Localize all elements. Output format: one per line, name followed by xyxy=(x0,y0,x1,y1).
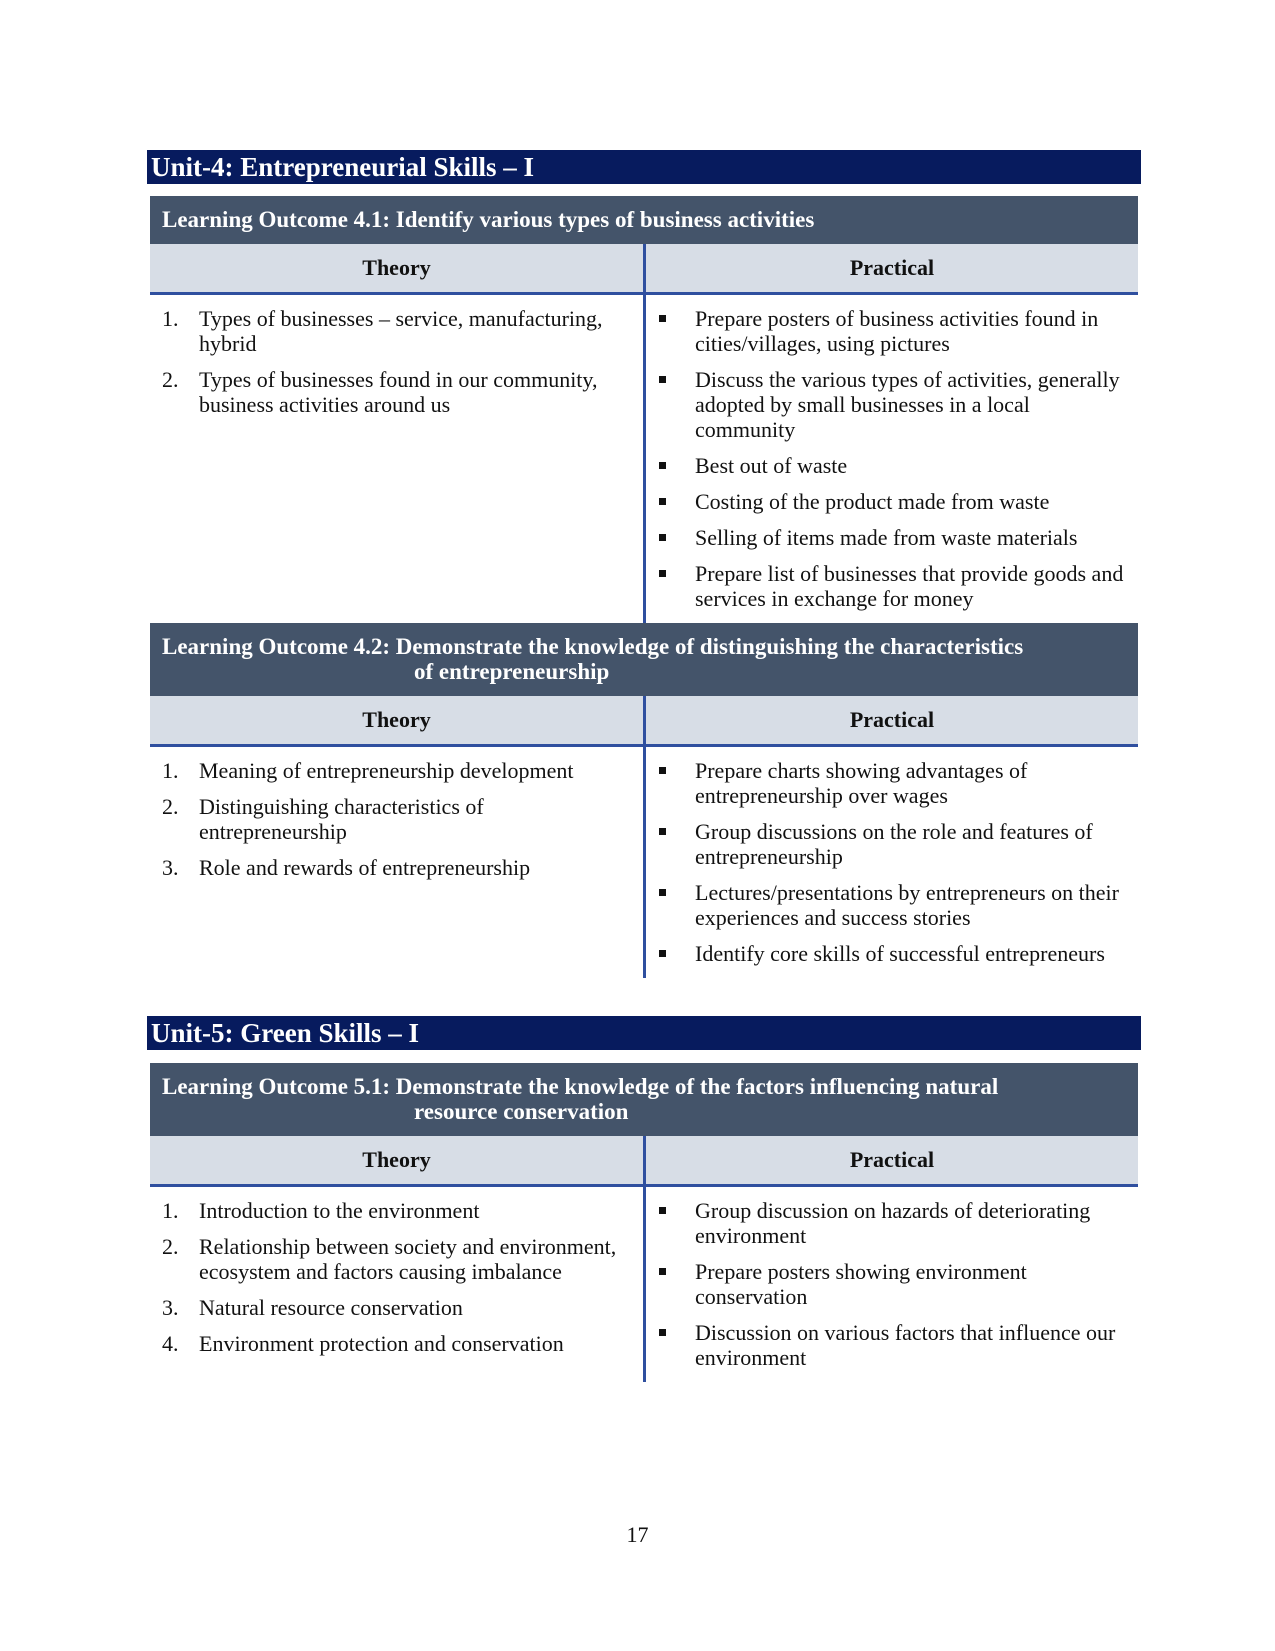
theory-column-header: Theory xyxy=(150,696,646,744)
item-number: 2. xyxy=(162,367,179,392)
practical-item xyxy=(658,489,1130,514)
item-text: Types of businesses – service, manufacturing, hybrid xyxy=(199,306,603,356)
practical-item xyxy=(658,453,1130,478)
square-bullet-icon xyxy=(659,767,666,774)
page-number: 17 xyxy=(626,1522,649,1547)
content-row xyxy=(150,747,1138,978)
learning-outcome-table xyxy=(150,1063,1138,1382)
theory-column-header: Theory xyxy=(150,1136,646,1184)
practical-item xyxy=(658,525,1130,550)
unit-title: Unit-5: Green Skills – I xyxy=(147,1016,1141,1050)
square-bullet-icon xyxy=(659,534,666,541)
practical-item xyxy=(658,1198,1130,1248)
theory-item xyxy=(162,306,635,356)
theory-column xyxy=(150,747,646,978)
square-bullet-icon xyxy=(659,315,666,322)
item-text: Discussion on various factors that influence our environment xyxy=(695,1320,1116,1370)
learning-outcome-title-continued: of entrepreneurship xyxy=(414,659,610,684)
theory-column-header: Theory xyxy=(150,244,646,292)
learning-outcome-header xyxy=(150,196,1138,244)
square-bullet-icon xyxy=(659,950,666,957)
item-text: Prepare posters showing environment conservation xyxy=(695,1259,1027,1309)
item-text: Role and rewards of entrepreneurship xyxy=(199,855,531,880)
learning-outcome-title: Learning Outcome 4.1: Identify various types of business activities xyxy=(162,207,815,232)
theory-list xyxy=(162,306,635,417)
content-row xyxy=(150,295,1138,623)
item-number: 3. xyxy=(162,855,179,880)
content-row xyxy=(150,1187,1138,1382)
item-text: Identify core skills of successful entrepreneurs xyxy=(695,941,1105,966)
theory-list xyxy=(162,1198,635,1356)
theory-item xyxy=(162,1331,635,1356)
learning-outcome-table xyxy=(150,196,1138,978)
theory-item xyxy=(162,1234,635,1284)
square-bullet-icon xyxy=(659,376,666,383)
item-number: 2. xyxy=(162,1234,179,1259)
theory-item xyxy=(162,367,635,417)
item-text: Meaning of entrepreneurship development xyxy=(199,758,574,783)
item-text: Prepare posters of business activities found in cities/villages, using pictures xyxy=(695,306,1099,356)
practical-column-header: Practical xyxy=(849,255,935,280)
item-number: 1. xyxy=(162,758,179,783)
practical-item xyxy=(658,819,1130,869)
square-bullet-icon xyxy=(659,462,666,469)
practical-column xyxy=(646,747,1138,978)
square-bullet-icon xyxy=(659,1268,666,1275)
practical-item xyxy=(658,367,1130,442)
practical-item xyxy=(658,1320,1130,1370)
learning-outcome-header xyxy=(150,623,1138,696)
square-bullet-icon xyxy=(659,1207,666,1214)
square-bullet-icon xyxy=(659,498,666,505)
practical-list xyxy=(658,758,1130,966)
learning-outcome-header xyxy=(150,1063,1138,1136)
item-text: Best out of waste xyxy=(695,453,848,478)
learning-outcome-title: Learning Outcome 4.2: Demonstrate the knowledge of distinguishing the characteristics xyxy=(162,634,1024,659)
item-number: 3. xyxy=(162,1295,179,1320)
column-header-row xyxy=(150,696,1138,747)
item-text: Introduction to the environment xyxy=(199,1198,480,1223)
practical-column-header: Practical xyxy=(849,1147,935,1172)
item-text: Relationship between society and environment, ecosystem and factors causing imbalance xyxy=(199,1234,617,1284)
item-text: Selling of items made from waste materials xyxy=(695,525,1078,550)
practical-list xyxy=(658,1198,1130,1370)
learning-outcome-title-continued: resource conservation xyxy=(414,1099,629,1124)
theory-item xyxy=(162,855,635,880)
item-number: 2. xyxy=(162,794,179,819)
item-number: 1. xyxy=(162,1198,179,1223)
practical-column-header: Practical xyxy=(849,707,935,732)
practical-item xyxy=(658,941,1130,966)
theory-list xyxy=(162,758,635,880)
column-header-row xyxy=(150,1136,1138,1187)
square-bullet-icon xyxy=(659,570,666,577)
item-number: 4. xyxy=(162,1331,179,1356)
square-bullet-icon xyxy=(659,828,666,835)
learning-outcome-title: Learning Outcome 5.1: Demonstrate the knowledge of the factors influencing natural xyxy=(162,1074,999,1099)
theory-item xyxy=(162,758,635,783)
item-text: Natural resource conservation xyxy=(199,1295,463,1320)
item-text: Prepare charts showing advantages of entrepreneurship over wages xyxy=(695,758,1028,808)
item-text: Types of businesses found in our community, business activities around us xyxy=(199,367,598,417)
item-text: Group discussions on the role and features of entrepreneurship xyxy=(695,819,1093,869)
theory-column xyxy=(150,1187,646,1382)
practical-item xyxy=(658,880,1130,930)
practical-item xyxy=(658,561,1130,611)
theory-item xyxy=(162,794,635,844)
theory-item xyxy=(162,1295,635,1320)
practical-column xyxy=(646,1187,1138,1382)
item-text: Costing of the product made from waste xyxy=(695,489,1050,514)
theory-item xyxy=(162,1198,635,1223)
unit-title: Unit-4: Entrepreneurial Skills – I xyxy=(147,150,1141,184)
practical-list xyxy=(658,306,1130,611)
column-header-row xyxy=(150,244,1138,295)
item-text: Prepare list of businesses that provide goods and services in exchange for money xyxy=(695,561,1124,611)
item-text: Group discussion on hazards of deteriorating environment xyxy=(695,1198,1091,1248)
practical-item xyxy=(658,758,1130,808)
item-text: Lectures/presentations by entrepreneurs on their experiences and success stories xyxy=(695,880,1119,930)
square-bullet-icon xyxy=(659,1329,666,1336)
practical-item xyxy=(658,1259,1130,1309)
item-text: Environment protection and conservation xyxy=(199,1331,564,1356)
square-bullet-icon xyxy=(659,889,666,896)
item-text: Discuss the various types of activities, generally adopted by small businesses in a local community xyxy=(695,367,1120,442)
practical-item xyxy=(658,306,1130,356)
practical-column xyxy=(646,295,1138,623)
item-number: 1. xyxy=(162,306,179,331)
theory-column xyxy=(150,295,646,623)
item-text: Distinguishing characteristics of entrepreneurship xyxy=(199,794,484,844)
